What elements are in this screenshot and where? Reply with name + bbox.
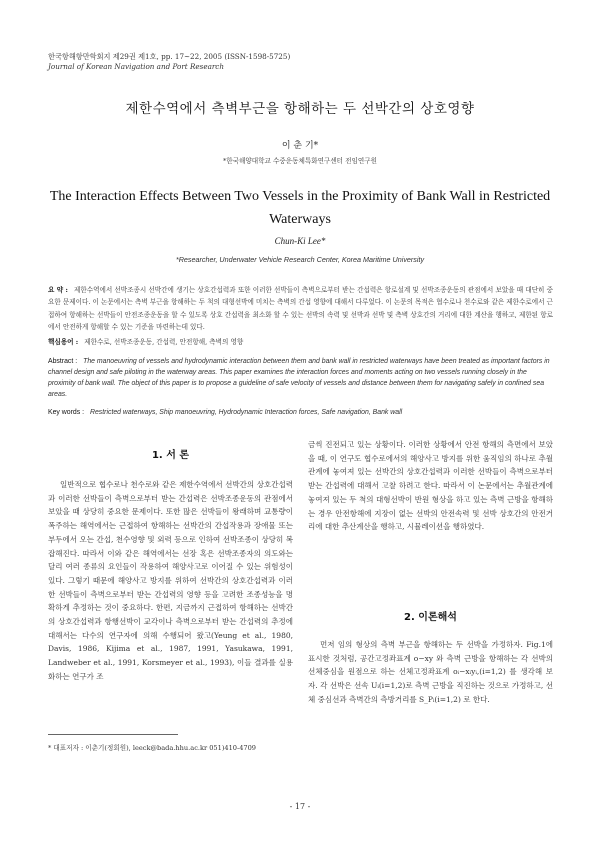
footnote: * 대표저자 : 이춘기(정회원), leeck@bada.hhu.ac.kr 051)410-4709 [48, 744, 256, 752]
keywords-english [48, 409, 553, 416]
keywords-korean-label: 핵심용어 : [48, 338, 79, 346]
journal-name-en: Journal of Korean Navigation and Port Research [48, 62, 224, 71]
abstract-english-text: The manoeuvring of vessels and hydrodynamic interaction between them and bank wall in restricted waterways have been treated as important factors in channel design and safe piloting in the waterway areas. This paper examines the interaction forces and moments acting on two vessels running closely in the proximity of bank wall. The object of this paper is to propose a guideline of safe velocity of vessels and distance between them for navigating safely in confined sea areas. [48, 358, 550, 398]
keywords-english-text: Restricted waterways, Ship manoeuvring, Hydrodynamic Interaction forces, Safe navigation, Bank wall [90, 409, 403, 416]
keywords-korean-text: 제한수로, 선박조종운동, 간섭력, 안전항해, 측벽의 영향 [84, 338, 244, 346]
affiliation-korean: *한국해양대학교 수중운동체특화연구센터 전임연구원 [223, 157, 377, 165]
author-english: Chun-Ki Lee* [274, 236, 326, 246]
abstract-english-label: Abstract : [48, 358, 78, 365]
section-2-heading: 2. 이론해석 [404, 612, 457, 623]
abstract-english [48, 356, 553, 400]
abstract-korean [48, 284, 553, 333]
keywords-korean [48, 336, 553, 346]
section-1-paragraph-left: 일반적으로 협수로나 천수로와 같은 제한수역에서 선박간의 상호간섭력과 이러한 선박들이 측벽으로부터 받는 간섭력은 선박조종운동의 관점에서 보았을 때 상당히 중요한 문제이다. 또한 많은 선박들이 왕래하며 교통량이 폭주하는 해역에서는 근접하여 항해하는 선박간의 간섭작용과 장애물 또는 부두에서 오는 간섭, 천수영향 및 외력 등으로 인하여 선박조종이 상당히 복잡해진다. 따라서 이와 같은 해역에서는 선장 혹은 선박조종자의 의도와는 달리 여러 종류의 요인들이 작용하여 해양사고로 이어질 수 있는 위험성이 있다. 그렇기 때문에 해양사고 방지를 위하여 선박간의 상호간섭력과 이러한 선박들이 측벽으로부터 받는 간섭력의 영향 등을 고려한 조종성능을 명확하게 추정하는 것이 중요하다. 한편, 지금까지 근접하여 항해하는 선박간의 상호간섭력과 항행선박이 교각이나 측벽으로부터 받는 간섭력의 추정에 대해서는 다수의 연구자에 의해 수행되어 왔고(Yeung et al., 1980, Davis, 1986, Kijima et al., 1987, 1991, Yasukawa, 1991, Landweber et al., 1991, Korsmeyer et al., 1993), 이들 결과를 실용화하는 연구가 조 [48, 480, 293, 681]
section-2-column [308, 638, 553, 707]
section-1-paragraph-right: 금씩 진전되고 있는 상황이다. 이러한 상황에서 안전 항해의 측면에서 보았을 때, 이 연구도 협수로에서의 해양사고 방지를 위한 움직임의 하나로 추월관계에 놓여져 있는 선박간의 상호간섭력과 이러한 선박들이 측벽으로부터 받는 간섭력에 대해서 고찰 하려고 한다. 따라서 이 논문에서는 추월관계에 놓여져 있는 두 척의 대형선박이 반원 형상을 하고 있는 측벽 근방을 항해하는 경우 안전항해에 지장이 없는 선박의 안전속력 및 선박 상호간의 안전거리에 대한 추산계산을 행하고, 시뮬레이션을 행하였다. [308, 440, 553, 532]
title-korean: 제한수역에서 측벽부근을 항해하는 두 선박간의 상호영향 [125, 101, 475, 117]
abstract-korean-text: 제한수역에서 선박조종시 선박간에 생기는 상호간섭력과 또한 이러한 선박들이 측벽으로부터 받는 간섭력은 항로설계 및 선박조종운동의 관점에서 보았을 때 대단히 중요한 문제이다. 이 논문에서는 측벽 부근을 항해하는 두 척의 대형선박에 미치는 측벽의 간섭 영향에 대해서 다루었다. 이 논문의 목적은 협수로나 천수로와 같은 제한수로에서 근접하여 항해하는 선박들이 안전조종운동을 할 수 있도록 상호 간섭력을 최소화 할 수 있는 선박의 속력 및 선박과 선박 및 측벽 상호간의 거리에 대한 계산을 행하고, 제한된 항로에서 안전하게 항해할 수 있는 기준을 마련하는데 있다. [48, 286, 553, 331]
affiliation-english: *Researcher, Underwater Vehicle Research Center, Korea Maritime University [175, 255, 425, 264]
keywords-english-label: Key words : [48, 409, 84, 416]
section-2-paragraph: 먼저 임의 형상의 측벽 부근을 항해하는 두 선박을 가정하자. Fig.1에 표시한 것처럼, 공간고정좌표계 o−xy 와 측벽 근방을 항해하는 각 선박의 선체중심을 원점으로 하는 선체고정좌표계 oᵢ−xᵢyᵢ,(i=1,2) 를 생각해 보자. 각 선박은 선속 Uᵢ(i=1,2)로 측벽 근방을 직진하는 것으로 가정하고, 선체 중심선과 측벽간의 측방거리를 S_Pᵢ(i=1,2) 로 한다. [308, 640, 553, 704]
section-1-heading: 1. 서 론 [151, 450, 190, 461]
journal-header [48, 52, 290, 72]
section-1-right-column [308, 438, 553, 534]
page-number: - 17 - [289, 802, 311, 811]
title-english: The Interaction Effects Between Two Vessels in the Proximity of Bank Wall in Restricted Waterways [49, 189, 551, 227]
section-1-left-column [48, 478, 293, 684]
author-korean: 이 춘 기* [281, 141, 319, 151]
abstract-korean-label: 요 약 : [48, 286, 68, 294]
journal-info-ko: 한국항해항만학회지 제29권 제1호, pp. 17~22, 2005 (ISSN-1598-5725) [48, 52, 291, 61]
footnote-rule [48, 734, 178, 735]
